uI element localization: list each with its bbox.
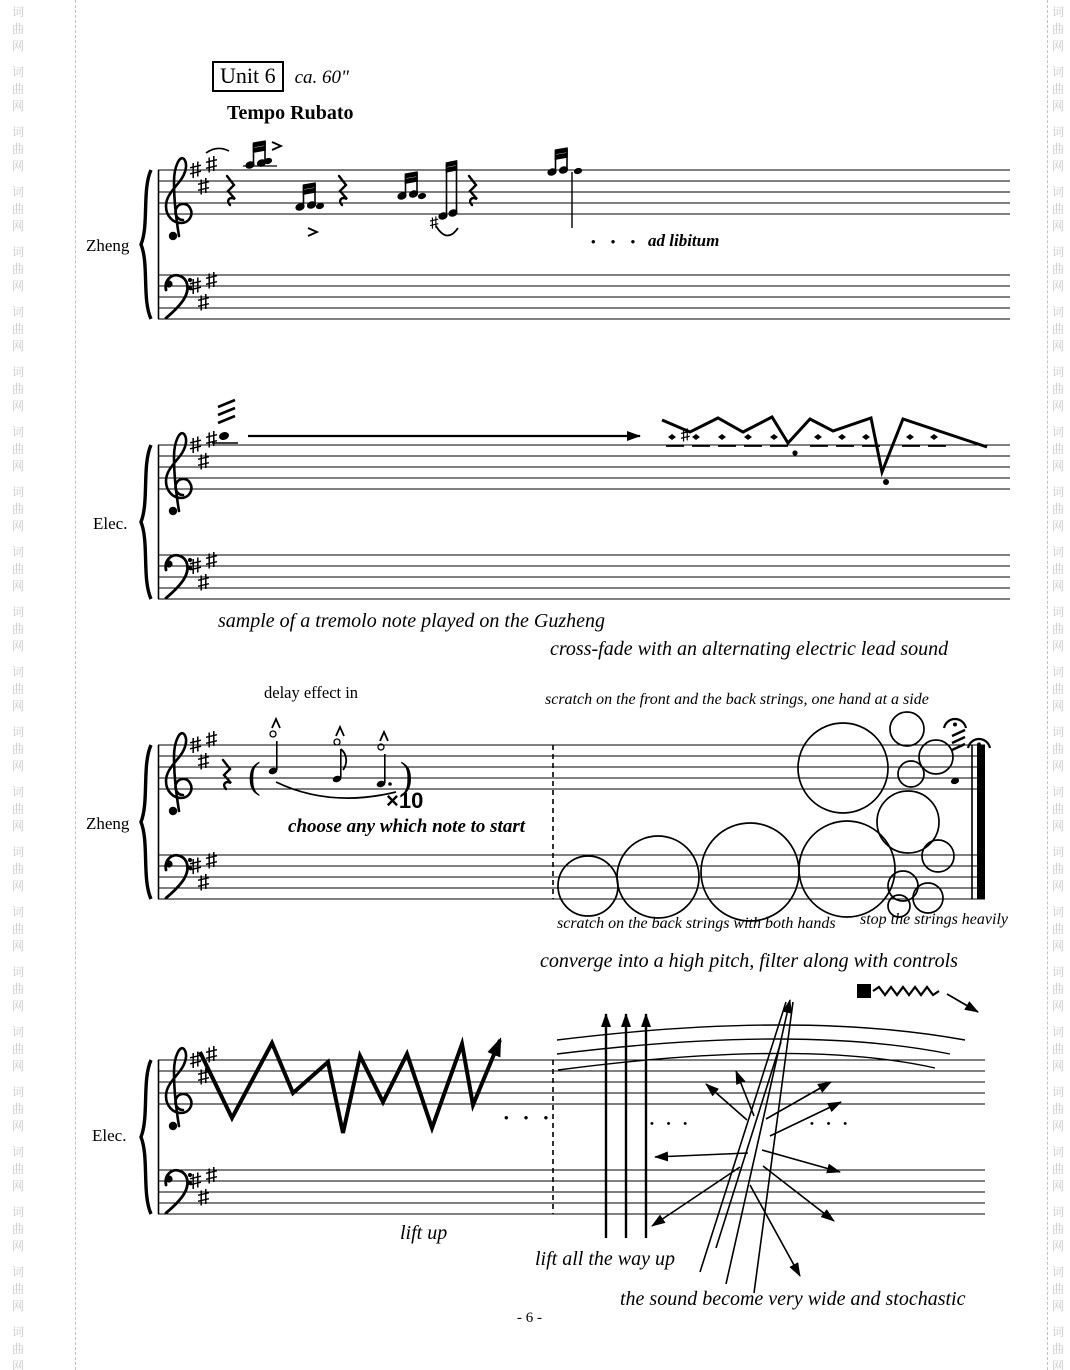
repeat-times-label: ×10 — [386, 788, 424, 813]
repeat-figure — [223, 719, 413, 798]
watermark-char: 曲 — [1052, 322, 1065, 336]
delay-label: delay effect in — [264, 683, 359, 702]
watermark-char: 曲 — [1052, 442, 1065, 456]
watermark-char: 词 — [1052, 245, 1065, 259]
brace-icon — [141, 745, 151, 899]
filter-gesture — [857, 984, 978, 1012]
instrument-label-elec-2: Elec. — [92, 1126, 127, 1145]
rising-zigzag — [200, 1040, 500, 1133]
watermark-char: 网 — [12, 999, 25, 1013]
scatter-dots-right: • • • — [810, 1118, 853, 1130]
watermark-char: 词 — [12, 245, 25, 259]
watermark-char: 词 — [1052, 65, 1065, 79]
watermark-char: 词 — [1052, 605, 1065, 619]
watermark-char: 网 — [1052, 1179, 1065, 1193]
watermark-char: 词 — [12, 365, 25, 379]
watermark-char: 曲 — [1052, 982, 1065, 996]
watermark-char: 曲 — [12, 562, 25, 576]
line-bundle — [700, 1000, 793, 1293]
continuation-dots: • • • — [504, 1110, 555, 1125]
watermark-char: 曲 — [1052, 802, 1065, 816]
watermark-char: 曲 — [1052, 202, 1065, 216]
watermark-char: 网 — [12, 879, 25, 893]
watermark-char: 网 — [12, 519, 25, 533]
watermark-char: 词 — [12, 1325, 25, 1339]
watermark-char: 网 — [12, 99, 25, 113]
lift-up-label: lift up — [400, 1222, 448, 1244]
watermark-char: 词 — [12, 845, 25, 859]
watermark-char: 曲 — [1052, 622, 1065, 636]
ad-libitum-label: ad libitum — [648, 231, 720, 250]
choose-note-label: choose any which note to start — [288, 816, 525, 837]
watermark-char: 网 — [12, 459, 25, 473]
svg-text:): ) — [400, 755, 413, 797]
watermark-char: 网 — [1052, 699, 1065, 713]
fermata-icon — [944, 719, 966, 728]
svg-text:(: ( — [248, 755, 261, 797]
watermark-char: 网 — [12, 759, 25, 773]
watermark-char: 网 — [12, 579, 25, 593]
scratch-front-label: scratch on the front and the back strings, one hand at a side — [545, 691, 929, 708]
watermark-char: 词 — [1052, 1025, 1065, 1039]
watermark-char: 网 — [1052, 1239, 1065, 1253]
watermark-char: 词 — [12, 65, 25, 79]
watermark-char: 曲 — [1052, 682, 1065, 696]
watermark-char: 词 — [1052, 725, 1065, 739]
watermark-char: 曲 — [12, 1162, 25, 1176]
watermark-char: 网 — [1052, 939, 1065, 953]
watermark-char: 网 — [1052, 579, 1065, 593]
watermark-char: 词 — [12, 965, 25, 979]
instrument-label-elec-1: Elec. — [93, 514, 128, 533]
watermark-char: 网 — [1052, 879, 1065, 893]
watermark-char: 网 — [1052, 999, 1065, 1013]
watermark-char: 曲 — [12, 82, 25, 96]
watermark-char: 网 — [1052, 219, 1065, 233]
final-barline — [972, 745, 985, 899]
watermark-char: 网 — [1052, 1359, 1065, 1370]
watermark-char: 曲 — [12, 1222, 25, 1236]
staff-lines — [158, 555, 1010, 599]
watermark-char: 曲 — [12, 982, 25, 996]
watermark-char: 词 — [12, 185, 25, 199]
watermark-char: 曲 — [1052, 262, 1065, 276]
lift-all-label: lift all the way up — [535, 1248, 675, 1270]
watermark-char: 曲 — [12, 1042, 25, 1056]
watermark-char: 词 — [1052, 125, 1065, 139]
watermark-char: 曲 — [1052, 1282, 1065, 1296]
watermark-char: 曲 — [1052, 22, 1065, 36]
watermark-char: 词 — [1052, 1265, 1065, 1279]
watermark-char: 曲 — [12, 142, 25, 156]
tremolo-slashes — [952, 730, 965, 750]
page-number: - 6 - — [517, 1310, 542, 1326]
watermark-char: 网 — [1052, 99, 1065, 113]
watermark-char: 曲 — [12, 442, 25, 456]
watermark-char: 网 — [12, 159, 25, 173]
watermark-char: 曲 — [12, 862, 25, 876]
watermark-char: 词 — [1052, 665, 1065, 679]
watermark-char: 网 — [1052, 279, 1065, 293]
watermark-char: 网 — [12, 1059, 25, 1073]
watermark-char: 网 — [1052, 1059, 1065, 1073]
watermark-char: 曲 — [1052, 562, 1065, 576]
watermark-char: 词 — [1052, 185, 1065, 199]
watermark-char: 网 — [1052, 399, 1065, 413]
watermark-char: 网 — [12, 1119, 25, 1133]
watermark-char: 词 — [12, 1085, 25, 1099]
watermark-char: 词 — [1052, 1325, 1065, 1339]
stochastic-label: the sound become very wide and stochastic — [620, 1288, 966, 1310]
watermark-char: 词 — [12, 485, 25, 499]
watermark-char: 词 — [12, 1205, 25, 1219]
scatter-dots-left: • • • — [650, 1118, 693, 1130]
watermark-char: 词 — [1052, 965, 1065, 979]
watermark-char: 曲 — [12, 682, 25, 696]
scratch-circles — [558, 712, 954, 921]
watermark-char: 词 — [12, 605, 25, 619]
caption-sample: sample of a tremolo note played on the Guzheng — [218, 610, 605, 632]
scratch-back-label: scratch on the back strings with both hands — [557, 915, 836, 932]
watermark-char: 网 — [12, 939, 25, 953]
staff-lines — [158, 745, 985, 789]
watermark-char: 词 — [12, 425, 25, 439]
watermark-char: 曲 — [12, 802, 25, 816]
watermark-char: 曲 — [12, 1102, 25, 1116]
watermark-char: 曲 — [1052, 382, 1065, 396]
watermark-char: 网 — [1052, 459, 1065, 473]
alternating-contour — [662, 417, 987, 485]
watermark-char: 曲 — [12, 622, 25, 636]
watermark-char: 词 — [12, 665, 25, 679]
watermark-char: 曲 — [12, 22, 25, 36]
watermark-char: 网 — [12, 1299, 25, 1313]
watermark-char: 曲 — [12, 262, 25, 276]
watermark-char: 网 — [12, 339, 25, 353]
watermark-char: 词 — [12, 1025, 25, 1039]
watermark-char: 曲 — [1052, 502, 1065, 516]
tempo-marking: Tempo Rubato — [227, 102, 354, 124]
watermark-char: 词 — [12, 5, 25, 19]
watermark-char: 网 — [12, 39, 25, 53]
watermark-char: 词 — [12, 1145, 25, 1159]
watermark-char: 网 — [12, 819, 25, 833]
duration-label: ca. 60" — [294, 67, 350, 88]
watermark-char: 网 — [1052, 1119, 1065, 1133]
watermark-char: 网 — [1052, 159, 1065, 173]
watermark-char: 词 — [1052, 1205, 1065, 1219]
watermark-char: 网 — [1052, 339, 1065, 353]
watermark-char: 网 — [12, 1359, 25, 1370]
watermark-char: 网 — [12, 1239, 25, 1253]
watermark-char: 曲 — [12, 1342, 25, 1356]
watermark-char: 曲 — [1052, 1042, 1065, 1056]
watermark-char: 词 — [1052, 905, 1065, 919]
watermark-char: 网 — [12, 399, 25, 413]
watermark-char: 曲 — [12, 202, 25, 216]
brace-icon — [141, 170, 151, 319]
instrument-label-zheng-1: Zheng — [86, 236, 130, 255]
caption-crossfade: cross-fade with an alternating electric lead sound — [550, 638, 949, 660]
watermark-char: 曲 — [1052, 82, 1065, 96]
watermark-char: 网 — [1052, 1299, 1065, 1313]
tremolo-note — [212, 400, 238, 443]
watermark-char: 曲 — [12, 1282, 25, 1296]
watermark-char: 词 — [1052, 1085, 1065, 1099]
watermark-char: 词 — [12, 785, 25, 799]
watermark-char: 词 — [1052, 5, 1065, 19]
watermark-char: 曲 — [1052, 1162, 1065, 1176]
watermark-char: 词 — [1052, 365, 1065, 379]
watermark-char: 网 — [1052, 759, 1065, 773]
watermark-char: 词 — [12, 545, 25, 559]
watermark-char: 曲 — [12, 502, 25, 516]
watermark-char: 曲 — [12, 382, 25, 396]
watermark-char: 词 — [1052, 1145, 1065, 1159]
stop-heavy-label: stop the strings heavily — [860, 911, 1008, 928]
system2-grand-staff — [141, 400, 1010, 599]
watermark-char: 曲 — [1052, 862, 1065, 876]
stochastic-arrows — [652, 1071, 841, 1276]
brace-icon — [141, 445, 151, 599]
watermark-char: 网 — [12, 279, 25, 293]
watermark-char: 词 — [12, 725, 25, 739]
watermark-char: 网 — [12, 699, 25, 713]
converge-arcs — [557, 1025, 965, 1070]
watermark-char: 词 — [1052, 545, 1065, 559]
watermark-char: 网 — [1052, 39, 1065, 53]
staff-lines — [158, 1170, 985, 1214]
system1-notes — [206, 141, 583, 236]
watermark-char: 曲 — [1052, 742, 1065, 756]
watermark-char: 曲 — [1052, 1222, 1065, 1236]
watermark-char: 曲 — [1052, 1102, 1065, 1116]
watermark-char: 曲 — [1052, 142, 1065, 156]
watermark-char: 曲 — [12, 742, 25, 756]
watermark-char: 网 — [12, 1179, 25, 1193]
watermark-char: 网 — [1052, 639, 1065, 653]
watermark-char: 网 — [12, 639, 25, 653]
watermark-char: 词 — [1052, 425, 1065, 439]
watermark-char: 词 — [12, 305, 25, 319]
watermark-char: 词 — [1052, 305, 1065, 319]
watermark-char: 曲 — [1052, 922, 1065, 936]
adlib-dots: • • • — [591, 234, 642, 249]
staff-lines — [158, 170, 1010, 214]
watermark-char: 曲 — [12, 322, 25, 336]
watermark-char: 词 — [12, 1265, 25, 1279]
system1-grand-staff — [141, 141, 1010, 319]
staff-lines — [158, 275, 1010, 319]
watermark-char: 词 — [12, 125, 25, 139]
watermark-char: 曲 — [12, 922, 25, 936]
converge-label: converge into a high pitch, filter along with controls — [540, 950, 958, 972]
watermark-char: 网 — [12, 219, 25, 233]
watermark-char: 词 — [1052, 845, 1065, 859]
unit-box: Unit 6 — [212, 61, 284, 92]
instrument-label-zheng-2: Zheng — [86, 814, 130, 833]
watermark-char: 词 — [12, 905, 25, 919]
unit-label — [212, 61, 349, 92]
brace-icon — [141, 1060, 151, 1214]
watermark-char: 曲 — [1052, 1342, 1065, 1356]
watermark-char: 词 — [1052, 785, 1065, 799]
watermark-char: 网 — [1052, 519, 1065, 533]
watermark-char: 词 — [1052, 485, 1065, 499]
watermark-char: 网 — [1052, 819, 1065, 833]
